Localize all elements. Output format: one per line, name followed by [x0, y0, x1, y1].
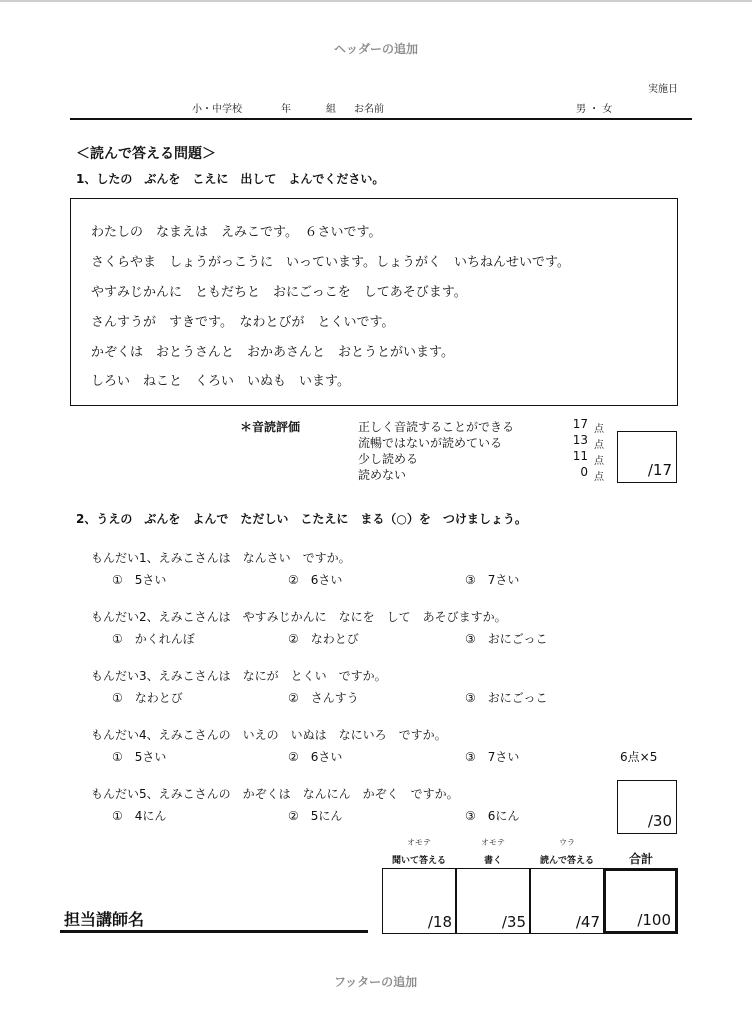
- points-note: 6点×5: [620, 750, 658, 764]
- question-text: もんだい5、えみこさんの かぞくは なんにん かぞく ですか。: [91, 787, 459, 801]
- answer-option[interactable]: ② 5にん: [288, 809, 343, 823]
- score-cell-reading[interactable]: [529, 868, 605, 934]
- answer-option[interactable]: ③ おにごっこ: [465, 632, 548, 646]
- gender-label: 男 ・ 女: [576, 104, 613, 115]
- evaluation-desc: 流暢ではないが読めている: [358, 436, 503, 450]
- question-text: もんだい1、えみこさんは なんさい ですか。: [91, 551, 351, 565]
- instructor-label: 担当講師名: [64, 910, 145, 929]
- reading-score-box[interactable]: [617, 431, 677, 483]
- score-cell-total[interactable]: [603, 868, 678, 934]
- evaluation-unit: 点: [594, 424, 604, 435]
- story-line: かぞくは おとうさんと おかあさんと おとうとがいます。: [91, 345, 454, 360]
- q1-instruction: 1、したの ぶんを こえに 出して よんでください。: [76, 172, 385, 186]
- section-title: ＜読んで答える問題＞: [76, 146, 216, 162]
- answer-option[interactable]: ① 5さい: [112, 750, 167, 764]
- evaluation-unit: 点: [594, 472, 604, 483]
- answer-option[interactable]: ② さんすう: [288, 691, 359, 705]
- comprehension-score-box[interactable]: [617, 780, 677, 834]
- answer-option[interactable]: ③ おにごっこ: [465, 691, 548, 705]
- header-add-link[interactable]: ヘッダーの追加: [334, 42, 419, 56]
- answer-option[interactable]: ② 6さい: [288, 750, 343, 764]
- story-line: さくらやま しょうがっこうに いっています。しょうがく いちねんせいです。: [91, 255, 570, 270]
- story-line: わたしの なまえは えみこです。 ６さいです。: [91, 225, 382, 240]
- score-cell-writing[interactable]: [455, 868, 531, 934]
- evaluation-desc: 読めない: [358, 468, 407, 482]
- footer-add-link[interactable]: フッターの追加: [334, 975, 418, 989]
- column-kana: オモテ: [481, 838, 505, 847]
- column-header: 書く: [483, 856, 502, 866]
- evaluation-points: 13: [572, 433, 588, 447]
- column-header-total: 合計: [628, 852, 653, 866]
- reading-score: /17: [647, 461, 672, 479]
- answer-option[interactable]: ① 5さい: [112, 573, 167, 587]
- question-text: もんだい3、えみこさんは なにが とくい ですか。: [91, 669, 387, 683]
- story-line: やすみじかんに ともだちと おにごっこを してあそびます。: [91, 285, 467, 300]
- comprehension-score: /30: [647, 812, 672, 830]
- column-kana: ウラ: [559, 838, 575, 847]
- answer-option[interactable]: ① かくれんぼ: [112, 632, 195, 646]
- score-value: /18: [427, 913, 452, 931]
- evaluation-desc: 少し読める: [358, 452, 419, 466]
- info-underline: [70, 118, 692, 120]
- answer-option[interactable]: ② 6さい: [288, 573, 343, 587]
- question-text: もんだい4、えみこさんの いえの いぬは なにいろ ですか。: [91, 728, 447, 742]
- score-cell-listening[interactable]: [382, 868, 457, 934]
- evaluation-points: 17: [572, 417, 588, 431]
- column-header: 読んで答える: [539, 856, 594, 866]
- question-text: もんだい2、えみこさんは やすみじかんに なにを して あそびますか。: [91, 610, 507, 624]
- column-header: 聞いて答える: [391, 856, 446, 866]
- score-value: /47: [575, 913, 600, 931]
- evaluation-unit: 点: [594, 440, 604, 451]
- column-kana: オモテ: [407, 838, 431, 847]
- answer-option[interactable]: ① 4にん: [112, 809, 167, 823]
- answer-option[interactable]: ③ 6にん: [465, 809, 520, 823]
- score-value: /100: [637, 911, 671, 929]
- story-box: [70, 198, 678, 406]
- answer-option[interactable]: ② なわとび: [288, 632, 359, 646]
- story-line: さんすうが すきです。 なわとびが とくいです。: [91, 315, 395, 330]
- answer-option[interactable]: ① なわとび: [112, 691, 183, 705]
- answer-option[interactable]: ③ 7さい: [465, 573, 520, 587]
- evaluation-label: ＊音読評価: [240, 420, 301, 434]
- score-value: /35: [501, 913, 526, 931]
- evaluation-desc: 正しく音読することができる: [358, 420, 515, 434]
- school-label: 小・中学校: [192, 104, 242, 115]
- evaluation-points: 0: [580, 465, 588, 479]
- evaluation-unit: 点: [594, 456, 604, 467]
- answer-option[interactable]: ③ 7さい: [465, 750, 520, 764]
- name-label: お名前: [354, 104, 384, 115]
- story-line: しろい ねこと くろい いぬも います。: [91, 374, 350, 389]
- evaluation-points: 11: [572, 449, 588, 463]
- q2-instruction: 2、うえの ぶんを よんで ただしい こたえに まる（○）を つけましょう。: [76, 512, 527, 526]
- instructor-underline: [60, 930, 368, 933]
- date-label: 実施日: [648, 84, 678, 95]
- class-label: 組: [326, 104, 336, 115]
- page-top-border: [0, 0, 752, 2]
- year-label: 年: [281, 104, 291, 115]
